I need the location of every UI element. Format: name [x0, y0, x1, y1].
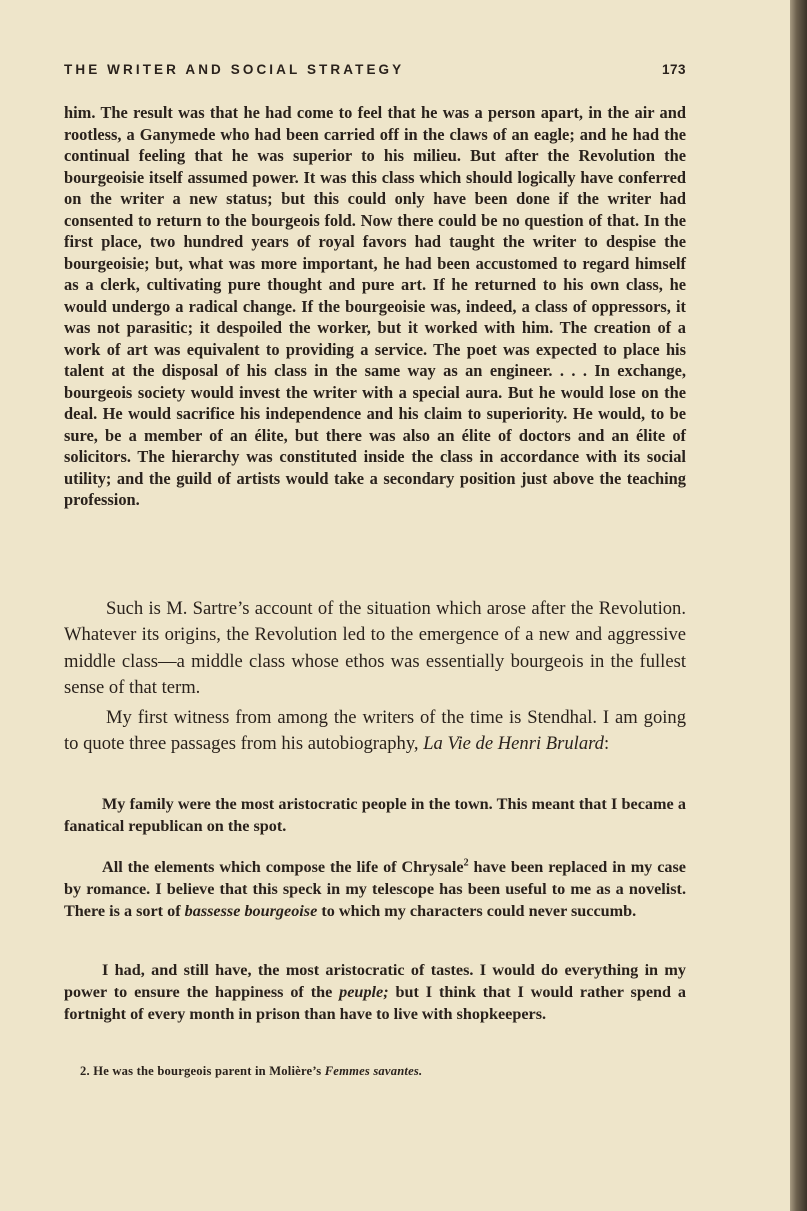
- paragraph-3-end: :: [603, 733, 610, 755]
- body-paragraph-3: [64, 705, 686, 758]
- quote-3-start: I had, and still have, the most aristocratic of tastes. I would do everything in my power to ensure the happiness of the: [64, 961, 686, 1001]
- quote-2-start: All the elements which compose the life of Chrysale: [102, 858, 464, 876]
- quote-1: My family were the most aristocratic people in the town. This meant that I became a fanatical republican on the spot.: [64, 795, 686, 835]
- page-number: 173: [661, 62, 686, 77]
- footnote-number: 2.: [80, 1064, 90, 1078]
- footnote: [80, 1064, 680, 1079]
- book-title: La Vie de Henri Brulard: [423, 733, 604, 755]
- body-paragraph-3-block: [64, 705, 686, 758]
- body-paragraph-2-block: [64, 596, 686, 702]
- quote-2-italic: bassesse bourgeoise: [184, 901, 318, 920]
- footnote-marker: 2: [463, 857, 469, 869]
- quote-3-italic: peuple;: [339, 982, 389, 1001]
- body-paragraph-1: him. The result was that he had come to feel that he was a person apart, in the air and rootless, a Ganymede who had been carried off in the claws of an eagle; and he had the continual feeling that he was superior to his milieu. But after the Revolution the bourgeoisie itself assumed power. It was this class which should logically have conferred on the writer a new status; but this could only have been done if the writer had consented to return to the bourgeois fold. Now there could be no question of that. In the first place, two hundred years of royal favors had taught the writer to despise the bourgeoisie; but, what was more important, he had been accustomed to regard himself as a clerk, cultivating pure thought and pure art. If he returned to his own class, he would undergo a radical change. If the bourgeoisie was, indeed, a class of oppressors, it was not parasitic; it despoiled the worker, but it worked with him. The creation of a work of art was equivalent to providing a service. The poet was expected to place his talent at the disposal of his class in the same way as an engineer. . . . In exchange, bourgeois society would invest the writer with a special aura. But he would lose on the deal. He would sacrifice his independence and his claim to superiority. He would, to be sure, be a member of an élite, but there was also an élite of doctors and an élite of solicitors. The hierarchy was constituted inside the class in accordance with its social utility; and the guild of artists would take a secondary position just above the teaching profession.: [64, 103, 686, 509]
- paragraph-3-text: My first witness from among the writers of the time is Stendhal. I am going to quote three passages from his autobiography,: [64, 707, 686, 755]
- book-spine-edge: [790, 0, 807, 1211]
- footnote-text: He was the bourgeois parent in Molière’s: [89, 1064, 325, 1078]
- quote-3-end: but I think that I would rather spend a fortnight of every month in prison than have to live with shopkeepers.: [64, 982, 686, 1023]
- running-title: THE WRITER AND SOCIAL STRATEGY: [64, 62, 405, 77]
- quote-2-end: to which my characters could never succumb.: [317, 901, 637, 920]
- quote-2: [64, 857, 686, 922]
- quote-3: [64, 960, 686, 1025]
- running-header: [64, 62, 686, 86]
- body-paragraph-2: Such is M. Sartre’s account of the situation which arose after the Revolution. Whatever its origins, the Revolution led to the emergence of a new and aggressive middle class—a middle class whose ethos was essentially bourgeois in the fullest sense of that term.: [64, 598, 686, 699]
- footnote-title: Femmes savantes.: [324, 1064, 423, 1078]
- quote-2-middle: have been replaced in my case by romance. I believe that this speck in my telescope has been useful to me as a novelist. There is a sort of: [64, 858, 686, 920]
- body-paragraph-1-block: [64, 102, 686, 511]
